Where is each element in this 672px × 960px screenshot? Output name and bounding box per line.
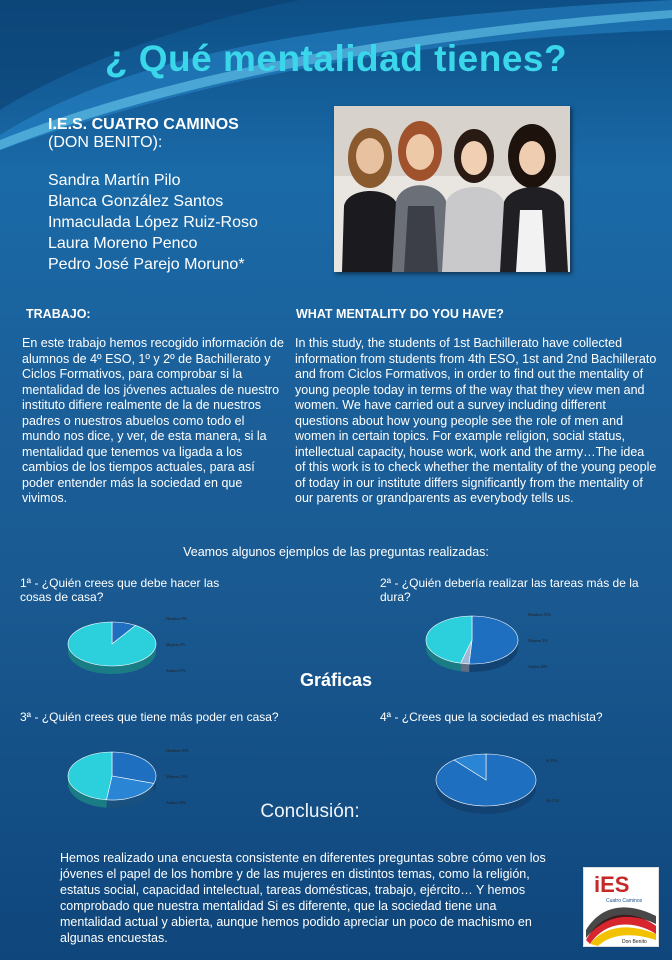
pie-legend-label: Hombres 9%	[166, 616, 187, 621]
trabajo-text: En este trabajo hemos recogido información de alumnos de 4º ESO, 1º y 2º de Bachillerato y Ciclos Formativos, para comprobar si la mentalidad de los jóvenes actuales de nuestro instituto difiere realmente de la de nuestros padres o nuestros abuelos como todo el mundo nos dice, y ver, de esta manera, si la mentalidad que tenemos va ligada a los cambios de los tiempos actuales, para así poder entender más la sociedad en que vivimos.	[22, 336, 284, 505]
pie-legend-label: Ambos 91%	[166, 668, 186, 673]
pie-legend-label: Ambos 46%	[528, 664, 548, 669]
question-2: 2ª - ¿Quién debería realizar las tareas más de la dura?	[380, 576, 639, 604]
english-text: In this study, the students of 1st Bachillerato have collected information from students from 4th ESO, 1st and 2nd Bachillerato and from Ciclos Formativos, in order to find out the mentality of young people today in terms of the way that they view men and women. We have carried out a survey including different questions about how young people see the role of men and women in certain topics. For example religion, social status, intellectual capacity, house work, work and the army…The idea of this work is to check whether the mentality of the young people of today in our institute differs significantly from the mentality of our parents or grandparents as everybody tells us.	[295, 336, 657, 505]
logo-subtitle: Cuatro Caminos	[606, 898, 643, 904]
pie-legend-label: Mujeres 3%	[528, 638, 548, 643]
pie-legend-label: Ambos 48%	[166, 800, 186, 805]
author-list	[48, 170, 258, 275]
english-heading: WHAT MENTALITY DO YOU HAVE?	[296, 307, 504, 321]
school-logo	[583, 867, 659, 947]
logo-footer: Don Benito	[622, 939, 647, 945]
author-item: Blanca González Santos	[48, 193, 224, 210]
school-location: (DON BENITO):	[48, 134, 163, 151]
school-block	[48, 116, 239, 152]
pie-chart-1	[60, 606, 240, 690]
pie-legend-label: Hombres 30%	[166, 748, 189, 753]
pie-slice	[68, 622, 156, 666]
pie-chart-2	[416, 604, 596, 688]
poster-title: ¿ Qué mentalidad tienes?	[104, 38, 568, 79]
pie-legend-label: Mujeres 0%	[166, 642, 186, 647]
pie-legend-label: Mujeres 22%	[166, 774, 188, 779]
question-1: 1ª - ¿Quién crees que debe hacer las cosas de casa?	[20, 576, 220, 604]
logo-mark: iES	[594, 872, 630, 897]
conclusion-text: Hemos realizado una encuesta consistente en diferentes preguntas sobre cómo ven los jóvenes el papel de los hombre y de las mujeres en distintos temas, como la religión, estatus social, capacidad intelectual, tareas domésticas, trabajo, ejército… Y hemos comprobado que nuestra mentalidad Si es diferente, que la sociedad tiene una mentalidad actual y abierta, aunque hemos podido apreciar un poco de machismo en algunas encuestas.	[60, 851, 546, 945]
author-item: Pedro José Parejo Moruno*	[48, 256, 245, 273]
question-3: 3ª - ¿Quién crees que tiene más poder en casa?	[20, 710, 279, 724]
conclusion-heading: Conclusión:	[260, 801, 360, 822]
question-4: 4ª - ¿Crees que la sociedad es machista?	[380, 710, 603, 724]
pie-legend-label: Sí 89%	[546, 758, 558, 763]
author-item: Inmaculada López Ruiz-Roso	[48, 214, 258, 231]
pie-legend-label: Hombres 51%	[528, 612, 551, 617]
author-item: Laura Moreno Penco	[48, 235, 198, 252]
graficas-label: Gráficas	[299, 670, 373, 690]
author-item: Sandra Martín Pilo	[48, 172, 181, 189]
examples-intro: Veamos algunos ejemplos de las preguntas realizadas:	[183, 545, 489, 559]
trabajo-heading: TRABAJO:	[26, 307, 91, 321]
group-photo	[334, 106, 570, 272]
school-name: I.E.S. CUATRO CAMINOS	[48, 116, 239, 133]
pie-legend-label: No 11%	[546, 798, 560, 803]
